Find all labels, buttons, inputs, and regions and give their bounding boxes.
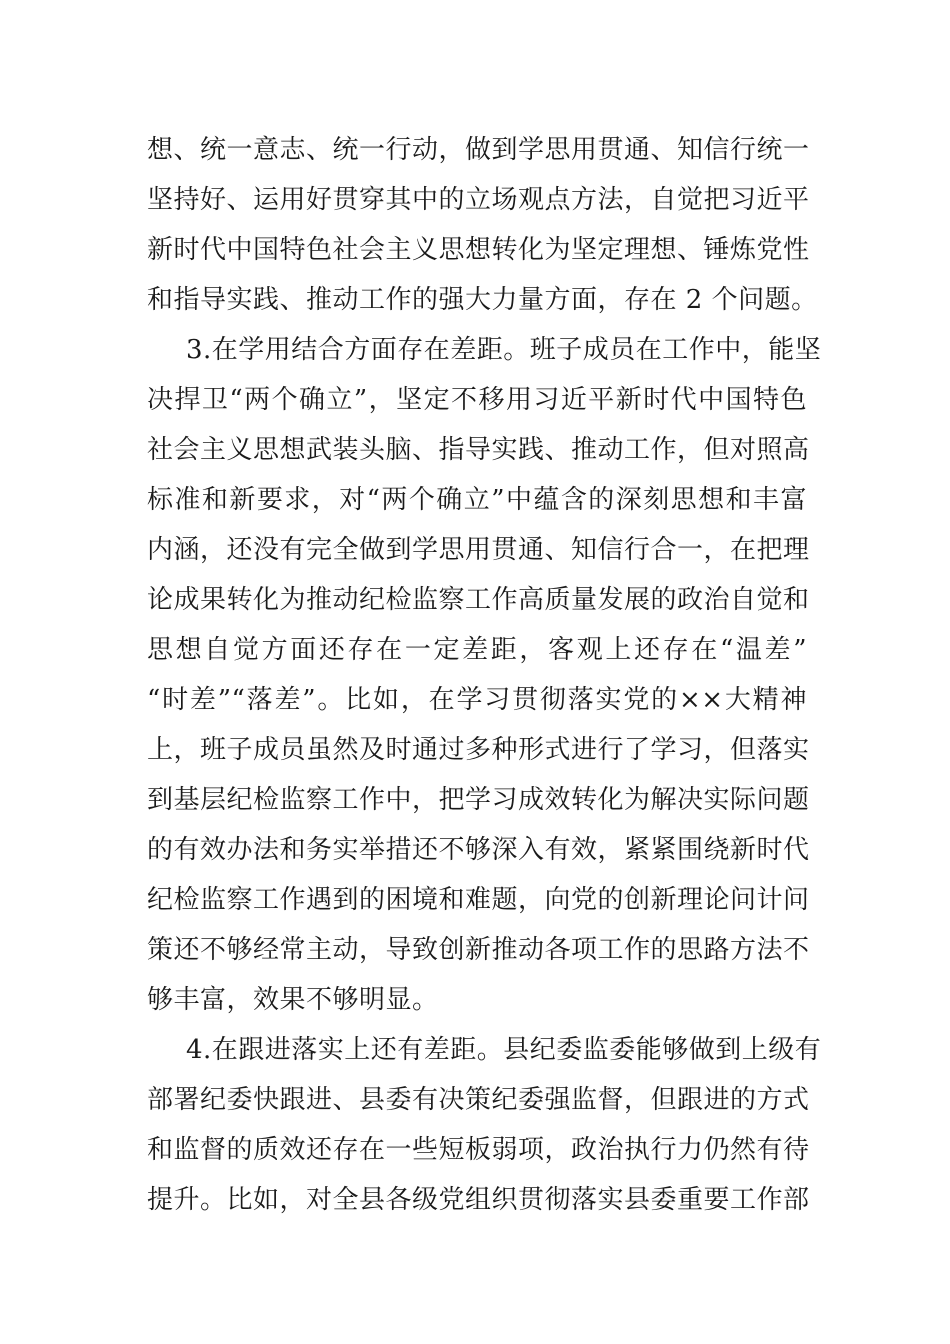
text-line: 新时代中国特色社会主义思想转化为坚定理想、锤炼党性 (147, 235, 810, 265)
text-line: 的有效办法和务实举措还不够深入有效，紧紧围绕新时代 (147, 835, 810, 865)
text-line: 到基层纪检监察工作中，把学习成效转化为解决实际问题 (147, 785, 810, 815)
text-line: “时差”“落差”。比如，在学习贯彻落实党的××大精神 (147, 685, 807, 715)
text-line: 坚持好、运用好贯穿其中的立场观点方法，自觉把习近平 (147, 185, 810, 215)
text-line: 提升。比如，对全县各级党组织贯彻落实县委重要工作部 (147, 1185, 810, 1215)
text-line: 和监督的质效还存在一些短板弱项，政治执行力仍然有待 (147, 1135, 810, 1165)
text-line: 想、统一意志、统一行动，做到学思用贯通、知信行统一 (147, 135, 810, 165)
text-line: 社会主义思想武装头脑、指导实践、推动工作，但对照高 (147, 435, 810, 465)
text-line: 论成果转化为推动纪检监察工作高质量发展的政治自觉和 (147, 585, 810, 615)
paragraph-heading-line: 3.在学用结合方面存在差距。班子成员在工作中，能坚 (186, 335, 822, 365)
text-line: 决捍卫“两个确立”，坚定不移用习近平新时代中国特色 (147, 385, 807, 415)
text-line: 思想自觉方面还存在一定差距，客观上还存在“温差” (147, 635, 807, 665)
text-line: 够丰富，效果不够明显。 (147, 985, 439, 1015)
paragraph-heading-line: 4.在跟进落实上还有差距。县纪委监委能够做到上级有 (186, 1035, 822, 1065)
text-line: 上，班子成员虽然及时通过多种形式进行了学习，但落实 (147, 735, 810, 765)
text-line: 和指导实践、推动工作的强大力量方面，存在 2 个问题。 (147, 285, 818, 315)
text-line: 纪检监察工作遇到的困境和难题，向党的创新理论问计问 (147, 885, 810, 915)
text-line: 标准和新要求，对“两个确立”中蕴含的深刻思想和丰富 (147, 485, 807, 515)
text-line: 内涵，还没有完全做到学思用贯通、知信行合一，在把理 (147, 535, 810, 565)
text-line: 策还不够经常主动，导致创新推动各项工作的思路方法不 (147, 935, 810, 965)
text-line: 部署纪委快跟进、县委有决策纪委强监督，但跟进的方式 (147, 1085, 810, 1115)
